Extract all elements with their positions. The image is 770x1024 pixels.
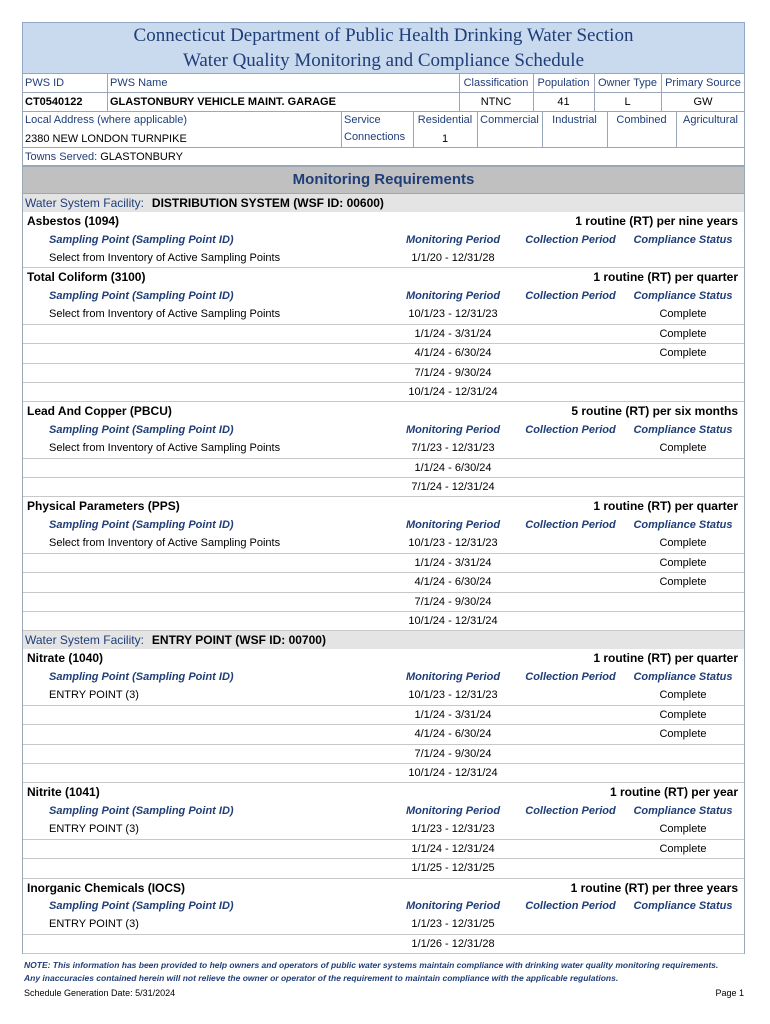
contaminant-name: Total Coliform (3100) (27, 270, 146, 285)
schedule-row (23, 612, 744, 631)
facility-block (22, 649, 745, 954)
sampling-point: ENTRY POINT (3) (49, 823, 139, 836)
compliance-status: Complete (659, 689, 707, 702)
col-monitoring-period: Monitoring Period (405, 233, 501, 246)
monitoring-period: 10/1/24 - 12/31/24 (408, 385, 498, 398)
monitoring-period: 7/1/24 - 9/30/24 (414, 595, 492, 608)
schedule-row (23, 859, 744, 878)
contaminant-name: Nitrite (1041) (27, 785, 100, 800)
schedule-row (23, 706, 744, 725)
schedule-row (23, 249, 744, 268)
contaminant-frequency: 1 routine (RT) per nine years (575, 214, 738, 228)
compliance-status: Complete (659, 537, 707, 550)
schedule-row (23, 686, 744, 705)
commercial-label: Commercial (480, 114, 539, 126)
generation-date (24, 988, 175, 998)
sampling-point: ENTRY POINT (3) (49, 689, 139, 702)
column-header-row (23, 231, 744, 249)
schedule-row (23, 325, 744, 344)
monitoring-period: 1/1/24 - 12/31/24 (411, 842, 495, 855)
monitoring-period: 1/1/24 - 3/31/24 (414, 327, 492, 340)
monitoring-period: 10/1/23 - 12/31/23 (408, 689, 498, 702)
monitoring-period: 4/1/24 - 6/30/24 (414, 576, 492, 589)
primary-source: GW (693, 96, 713, 108)
col-collection-period: Collection Period (525, 233, 616, 246)
contaminant-frequency: 1 routine (RT) per quarter (593, 651, 738, 666)
schedule-row (23, 478, 744, 497)
monitoring-period: 10/1/23 - 12/31/23 (408, 537, 498, 550)
contaminant-header (23, 783, 744, 802)
local-address-label: Local Address (where applicable) (25, 114, 188, 126)
schedule-row (23, 745, 744, 764)
monitoring-period: 4/1/24 - 6/30/24 (414, 728, 492, 741)
industrial-label: Industrial (552, 114, 597, 126)
note-line-1: NOTE: This information has been provided to help owners and operators of public water systems maintain compliance with drinking water quality monitoring requirements. (24, 960, 719, 970)
contaminant-header (23, 402, 744, 421)
col-collection-period: Collection Period (525, 519, 616, 532)
pws-id-label: PWS ID (25, 77, 65, 89)
column-header-row (23, 516, 744, 534)
schedule-page (22, 22, 745, 954)
local-address: 2380 NEW LONDON TURNPIKE (25, 133, 187, 145)
column-header-row (23, 668, 744, 686)
pws-id: CT0540122 (25, 96, 83, 108)
col-compliance-status: Compliance Status (633, 519, 733, 532)
compliance-status: Complete (659, 728, 707, 741)
compliance-status: Complete (659, 842, 707, 855)
column-header-row (23, 421, 744, 439)
contaminant-header (23, 497, 744, 516)
schedule-row (23, 344, 744, 363)
title-line-2: Water Quality Monitoring and Compliance Schedule (182, 50, 585, 71)
schedule-row (23, 915, 744, 934)
col-collection-period: Collection Period (525, 423, 616, 436)
contaminant-name: Asbestos (1094) (27, 214, 120, 228)
col-collection-period: Collection Period (525, 900, 616, 913)
schedule-row (23, 459, 744, 478)
generation-value: 5/31/2024 (135, 988, 176, 998)
monitoring-period: 1/1/20 - 12/31/28 (411, 251, 495, 264)
connections-label: Connections (344, 131, 406, 143)
col-monitoring-period: Monitoring Period (405, 423, 501, 436)
population-label: Population (537, 77, 590, 89)
monitoring-requirements-heading: Monitoring Requirements (22, 166, 745, 194)
monitoring-period: 7/1/24 - 9/30/24 (414, 366, 492, 379)
schedule-row (23, 764, 744, 783)
col-monitoring-period: Monitoring Period (405, 671, 501, 683)
facility-name: DISTRIBUTION SYSTEM (WSF ID: 00600) (151, 196, 384, 210)
towns-label: Towns Served: (25, 151, 98, 163)
compliance-status: Complete (659, 708, 707, 721)
compliance-status: Complete (659, 823, 707, 836)
schedule-row (23, 383, 744, 402)
generation-label: Schedule Generation Date: (24, 988, 133, 998)
schedule-row (23, 935, 744, 954)
schedule-row (23, 364, 744, 383)
monitoring-period: 7/1/24 - 9/30/24 (414, 747, 492, 760)
facility-label: Water System Facility: (25, 633, 144, 648)
monitoring-period: 10/1/24 - 12/31/24 (408, 615, 498, 628)
schedule-row (23, 820, 744, 839)
monitoring-period: 1/1/24 - 3/31/24 (414, 708, 492, 721)
col-monitoring-period: Monitoring Period (405, 519, 501, 532)
compliance-status: Complete (659, 347, 707, 360)
col-monitoring-period: Monitoring Period (405, 289, 501, 302)
monitoring-period: 1/1/24 - 3/31/24 (414, 556, 492, 569)
facility-name: ENTRY POINT (WSF ID: 00700) (151, 633, 326, 648)
pws-name: GLASTONBURY VEHICLE MAINT. GARAGE (110, 96, 336, 108)
pws-name-label: PWS Name (110, 77, 168, 89)
column-header-row (23, 802, 744, 820)
population: 41 (557, 96, 570, 108)
col-sampling-point: Sampling Point (Sampling Point ID) (49, 233, 234, 246)
col-collection-period: Collection Period (525, 804, 616, 817)
contaminant-frequency: 1 routine (RT) per quarter (593, 270, 738, 285)
service-label: Service (344, 114, 381, 126)
col-collection-period: Collection Period (525, 671, 616, 683)
compliance-status: Complete (659, 576, 707, 589)
facility-header (22, 194, 745, 212)
monitoring-period: 7/1/24 - 12/31/24 (411, 481, 495, 494)
classification-label: Classification (463, 77, 529, 89)
compliance-status: Complete (659, 308, 707, 321)
contaminant-frequency: 1 routine (RT) per three years (570, 880, 738, 895)
col-sampling-point: Sampling Point (Sampling Point ID) (49, 423, 234, 436)
compliance-status: Complete (659, 556, 707, 569)
schedule-row (23, 593, 744, 612)
classification: NTNC (480, 96, 512, 108)
schedule-row (23, 554, 744, 573)
schedule-row (23, 305, 744, 324)
compliance-status: Complete (659, 442, 707, 455)
monitoring-period: 10/1/24 - 12/31/24 (408, 766, 498, 779)
owner-type: L (624, 96, 631, 108)
schedule-row (23, 534, 744, 553)
contaminant-header (23, 268, 744, 287)
col-compliance-status: Compliance Status (633, 900, 733, 913)
contaminant-frequency: 5 routine (RT) per six months (571, 404, 738, 419)
system-info-grid (22, 74, 745, 166)
title-line-1: Connecticut Department of Public Health Drinking Water Section (133, 25, 634, 46)
col-compliance-status: Compliance Status (633, 671, 733, 683)
page-number: Page 1 (715, 988, 744, 998)
contaminant-name: Inorganic Chemicals (IOCS) (27, 880, 186, 895)
schedule-row (23, 840, 744, 859)
col-monitoring-period: Monitoring Period (405, 900, 501, 913)
schedule-row (23, 725, 744, 744)
col-sampling-point: Sampling Point (Sampling Point ID) (49, 900, 234, 913)
sampling-point: Select from Inventory of Active Sampling Points (49, 251, 281, 264)
contaminant-frequency: 1 routine (RT) per year (609, 785, 738, 800)
contaminant-header (23, 649, 744, 668)
note-line-2: Any inaccuracies contained herein will not relieve the owner or operator of the requirement to maintain compliance with the applicable regulations. (24, 973, 619, 983)
col-compliance-status: Compliance Status (633, 423, 733, 436)
col-compliance-status: Compliance Status (633, 233, 733, 246)
sampling-point: Select from Inventory of Active Sampling Points (49, 308, 281, 321)
facility-block (22, 212, 745, 631)
monitoring-period: 10/1/23 - 12/31/23 (408, 308, 498, 321)
towns-served (25, 148, 183, 166)
compliance-status: Complete (659, 327, 707, 340)
col-collection-period: Collection Period (525, 289, 616, 302)
col-sampling-point: Sampling Point (Sampling Point ID) (49, 519, 234, 532)
contaminant-header (23, 879, 744, 898)
residential-count: 1 (441, 133, 449, 145)
schedule-row (23, 573, 744, 592)
owner-type-label: Owner Type (597, 77, 658, 89)
primary-source-label: Primary Source (665, 77, 741, 89)
monitoring-period: 1/1/23 - 12/31/23 (411, 823, 495, 836)
monitoring-period: 1/1/25 - 12/31/25 (411, 862, 495, 875)
col-compliance-status: Compliance Status (633, 804, 733, 817)
sampling-point: Select from Inventory of Active Sampling Points (49, 442, 281, 455)
contaminant-frequency: 1 routine (RT) per quarter (593, 499, 738, 514)
towns-value: GLASTONBURY (100, 151, 183, 163)
col-sampling-point: Sampling Point (Sampling Point ID) (49, 289, 234, 302)
contaminant-name: Physical Parameters (PPS) (27, 499, 180, 514)
monitoring-period: 7/1/23 - 12/31/23 (411, 442, 495, 455)
sampling-point: Select from Inventory of Active Sampling Points (49, 537, 281, 550)
residential-label: Residential (417, 114, 473, 126)
agricultural-label: Agricultural (682, 114, 739, 126)
column-header-row (23, 287, 744, 305)
disclaimer-note (24, 959, 744, 985)
column-header-row (23, 897, 744, 915)
col-compliance-status: Compliance Status (633, 289, 733, 302)
schedule-row (23, 439, 744, 458)
col-sampling-point: Sampling Point (Sampling Point ID) (49, 671, 234, 683)
document-title (22, 22, 745, 74)
monitoring-period: 1/1/24 - 6/30/24 (414, 461, 492, 474)
col-monitoring-period: Monitoring Period (405, 804, 501, 817)
sampling-point: ENTRY POINT (3) (49, 918, 139, 931)
monitoring-period: 1/1/23 - 12/31/25 (411, 918, 495, 931)
facilities-container (22, 194, 745, 954)
contaminant-name: Nitrate (1040) (27, 651, 104, 666)
facility-label: Water System Facility: (25, 196, 144, 210)
contaminant-header (23, 212, 744, 231)
col-sampling-point: Sampling Point (Sampling Point ID) (49, 804, 234, 817)
contaminant-name: Lead And Copper (PBCU) (27, 404, 172, 419)
monitoring-period: 1/1/26 - 12/31/28 (411, 937, 495, 950)
facility-header (22, 631, 745, 649)
monitoring-period: 4/1/24 - 6/30/24 (414, 347, 492, 360)
combined-label: Combined (616, 114, 667, 126)
